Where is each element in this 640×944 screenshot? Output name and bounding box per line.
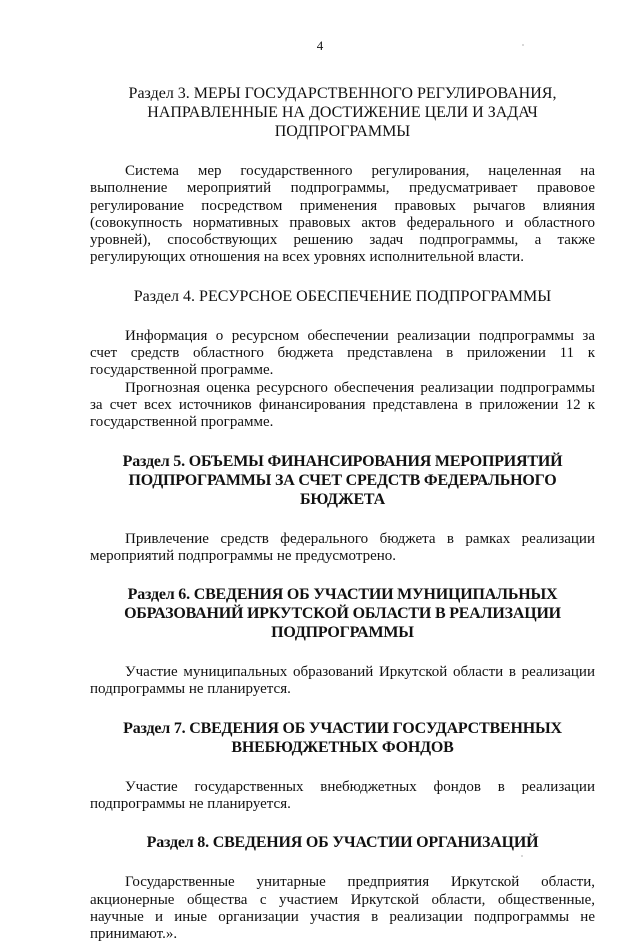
section-6-heading: Раздел 6. СВЕДЕНИЯ ОБ УЧАСТИИ МУНИЦИПАЛЬНЫХ ОБРАЗОВАНИЙ ИРКУТСКОЙ ОБЛАСТИ В РЕАЛИЗАЦИИ ПОДПРОГРАММЫ [124, 586, 561, 642]
section-5-paragraph: Привлечение средств федерального бюджета в рамках реализации мероприятий подпрограммы не предусмотрено. [90, 530, 595, 564]
section-4 [90, 287, 595, 432]
section-4-paragraph-2: Прогнозная оценка ресурсного обеспечения реализации подпрограммы за счет всех источников финансирования представлена в приложении 12 к государственной программе. [90, 379, 595, 431]
section-5 [90, 452, 595, 566]
section-4-paragraph-1: Информация о ресурсном обеспечении реализации подпрограммы за счет средств областного бюджета представлена в приложении 11 к государственной программе. [90, 327, 595, 379]
section-6 [90, 585, 595, 699]
section-3 [90, 84, 595, 267]
section-3-paragraph: Система мер государственного регулирования, нацеленная на выполнение мероприятий подпрограммы, предусматривает правовое регулирование посредством применения правовых рычагов влияния (совокупность нормативных правовых актов федерального и областного уровней), способствующих решению задач подпрограммы, а также регулирующих отношения на всех уровнях исполнительной власти. [90, 163, 595, 266]
page-number: 4 [316, 38, 324, 53]
section-5-heading: Раздел 5. ОБЪЕМЫ ФИНАНСИРОВАНИЯ МЕРОПРИЯТИЙ ПОДПРОГРАММЫ ЗА СЧЕТ СРЕДСТВ ФЕДЕРАЛЬНОГО БЮДЖЕТА [122, 452, 563, 508]
section-8 [90, 833, 595, 943]
scan-speck [521, 855, 523, 857]
section-4-heading: Раздел 4. РЕСУРСНОЕ ОБЕСПЕЧЕНИЕ ПОДПРОГРАММЫ [133, 287, 552, 305]
section-7-heading: Раздел 7. СВЕДЕНИЯ ОБ УЧАСТИИ ГОСУДАРСТВЕННЫХ ВНЕБЮДЖЕТНЫХ ФОНДОВ [123, 719, 562, 756]
document-body [90, 84, 595, 944]
section-7 [90, 719, 595, 814]
section-6-paragraph: Участие муниципальных образований Иркутской области в реализации подпрограммы не планируется. [90, 664, 595, 698]
section-3-heading: Раздел 3. МЕРЫ ГОСУДАРСТВЕННОГО РЕГУЛИРОВАНИЯ, НАПРАВЛЕННЫЕ НА ДОСТИЖЕНИЕ ЦЕЛИ И ЗАДАЧ ПОДПРОГРАММЫ [128, 85, 557, 140]
section-8-heading: Раздел 8. СВЕДЕНИЯ ОБ УЧАСТИИ ОРГАНИЗАЦИЙ [146, 834, 539, 852]
section-7-paragraph: Участие государственных внебюджетных фондов в реализации подпрограммы не планируется. [90, 778, 595, 813]
scan-speck [522, 44, 524, 46]
section-8-paragraph: Государственные унитарные предприятия Иркутской области, акционерные общества с участием Иркутской области, общественные, научные и иные организации участия в реализации подпрограммы не принимают.». [90, 874, 595, 943]
